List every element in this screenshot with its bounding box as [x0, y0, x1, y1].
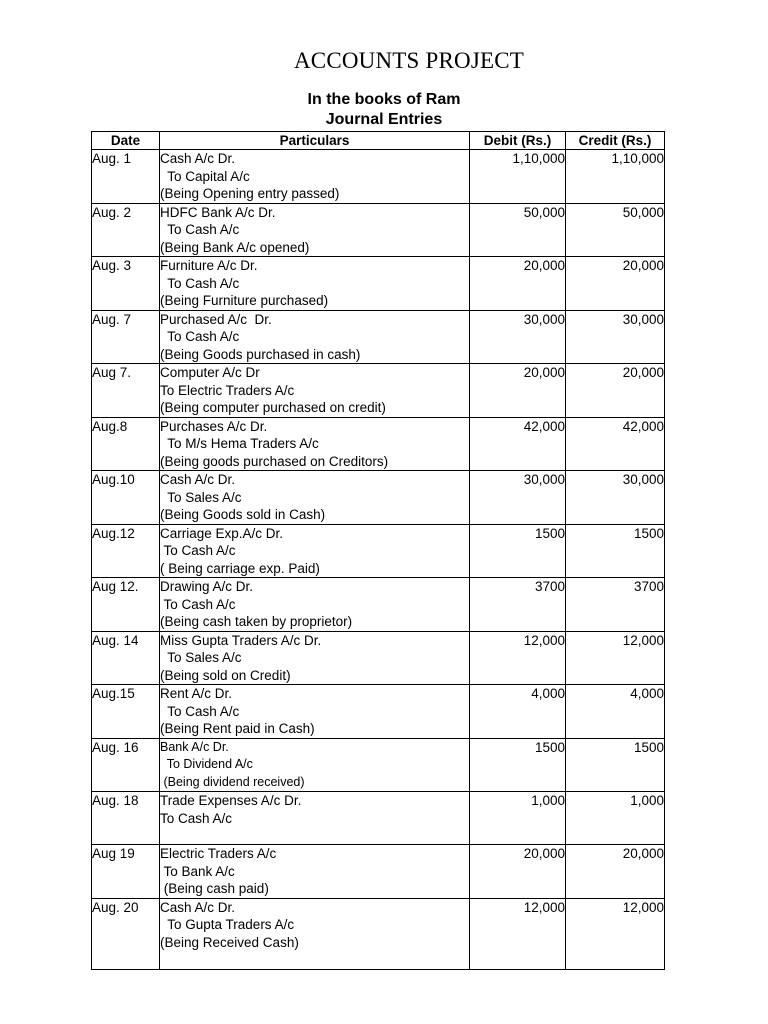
entry-credit: 1,10,000	[566, 150, 665, 204]
entry-date: Aug 19	[92, 845, 160, 899]
table-row	[92, 417, 665, 471]
entry-debit: 1,10,000	[470, 150, 566, 204]
particulars-line: ( Being carriage exp. Paid)	[160, 560, 320, 576]
entry-date: Aug.8	[92, 417, 160, 471]
particulars-line: Furniture A/c Dr.	[160, 258, 258, 273]
column-header-particulars: Particulars	[160, 132, 470, 150]
particulars-line: (Being cash paid)	[160, 881, 269, 896]
entry-credit: 1,000	[566, 792, 665, 845]
particulars-line: To Bank A/c	[160, 863, 235, 879]
entry-particulars	[160, 792, 470, 845]
table-header-row	[92, 132, 665, 150]
particulars-line: To Capital A/c	[160, 168, 250, 184]
particulars-line: Trade Expenses A/c Dr.	[160, 793, 302, 808]
entry-date: Aug 7.	[92, 364, 160, 418]
page-title: ACCOUNTS PROJECT	[293, 48, 525, 73]
entry-particulars	[160, 417, 470, 471]
particulars-line: (Being dividend received)	[160, 774, 305, 789]
particulars-line: (Being Bank A/c opened)	[160, 239, 310, 255]
entry-credit: 12,000	[566, 898, 665, 969]
particulars-line: Purchased A/c Dr.	[160, 311, 272, 327]
particulars-line: To Cash A/c	[160, 275, 240, 291]
entry-date: Aug.10	[92, 471, 160, 525]
table-row	[92, 792, 665, 845]
particulars-line: Miss Gupta Traders A/c Dr.	[160, 632, 322, 648]
particulars-line: Drawing A/c Dr.	[160, 579, 254, 594]
table-row	[92, 471, 665, 525]
particulars-line: (Being cash taken by proprietor)	[160, 614, 353, 629]
entry-debit: 4,000	[470, 685, 566, 739]
table-row	[92, 203, 665, 257]
entry-particulars	[160, 845, 470, 899]
entry-credit: 30,000	[566, 310, 665, 364]
entry-credit: 50,000	[566, 203, 665, 257]
entry-particulars	[160, 685, 470, 739]
entry-date: Aug. 7	[92, 310, 160, 364]
table-row	[92, 685, 665, 739]
particulars-line: Cash A/c Dr.	[160, 899, 236, 915]
entry-date: Aug. 16	[92, 738, 160, 792]
particulars-line: Rent A/c Dr.	[160, 686, 233, 701]
entry-credit: 20,000	[566, 364, 665, 418]
table-row	[92, 631, 665, 685]
entry-date: Aug. 1	[92, 150, 160, 204]
entry-date: Aug.12	[92, 524, 160, 578]
journal-heading: Journal Entries	[325, 111, 443, 128]
entry-particulars	[160, 203, 470, 257]
journal-table	[91, 131, 665, 970]
entry-debit: 1500	[470, 738, 566, 792]
entry-credit: 42,000	[566, 417, 665, 471]
entry-date: Aug. 14	[92, 631, 160, 685]
particulars-line: To Sales A/c	[160, 489, 242, 505]
table-row	[92, 257, 665, 311]
particulars-line: (Being computer purchased on credit)	[160, 400, 386, 415]
particulars-line: To Sales A/c	[160, 650, 242, 665]
entry-credit: 1500	[566, 738, 665, 792]
table-row	[92, 364, 665, 418]
particulars-line: To M/s Hema Traders A/c	[160, 436, 319, 451]
table-row	[92, 524, 665, 578]
table-row	[92, 310, 665, 364]
entry-particulars	[160, 310, 470, 364]
particulars-line: (Being Received Cash)	[160, 934, 299, 950]
books-heading: In the books of Ram	[307, 91, 461, 108]
particulars-line: Carriage Exp.A/c Dr.	[160, 525, 284, 541]
entry-particulars	[160, 631, 470, 685]
entry-credit: 1500	[566, 524, 665, 578]
particulars-line: Electric Traders A/c	[160, 846, 277, 861]
entry-particulars	[160, 738, 470, 792]
entry-debit: 12,000	[470, 631, 566, 685]
entry-particulars	[160, 257, 470, 311]
table-row	[92, 738, 665, 792]
table-row	[92, 898, 665, 969]
particulars-line: (Being Goods purchased in cash)	[160, 346, 361, 362]
entry-debit: 3700	[470, 578, 566, 632]
entry-date: Aug 12.	[92, 578, 160, 632]
entry-particulars	[160, 578, 470, 632]
particulars-line: Cash A/c Dr.	[160, 151, 236, 166]
entry-debit: 12,000	[470, 898, 566, 969]
particulars-line: To Cash A/c	[160, 222, 240, 237]
particulars-line: (Being Furniture purchased)	[160, 293, 329, 308]
particulars-line: To Dividend A/c	[160, 757, 253, 771]
entry-particulars	[160, 150, 470, 204]
entry-debit: 1500	[470, 524, 566, 578]
particulars-line: (Being sold on Credit)	[160, 667, 291, 683]
entry-debit: 50,000	[470, 203, 566, 257]
column-header-credit: Credit (Rs.)	[566, 132, 665, 150]
particulars-line: Computer A/c Dr	[160, 365, 260, 380]
entry-debit: 20,000	[470, 257, 566, 311]
particulars-line: To Electric Traders A/c	[160, 382, 295, 398]
particulars-line: Cash A/c Dr.	[160, 472, 236, 487]
entry-date: Aug. 2	[92, 203, 160, 257]
entry-particulars	[160, 364, 470, 418]
entry-credit: 3700	[566, 578, 665, 632]
entry-credit: 12,000	[566, 631, 665, 685]
particulars-line: To Cash A/c	[160, 329, 240, 344]
particulars-line: (Being Rent paid in Cash)	[160, 721, 315, 736]
entry-credit: 30,000	[566, 471, 665, 525]
table-row	[92, 578, 665, 632]
particulars-line: Bank A/c Dr.	[160, 739, 229, 754]
entry-debit: 30,000	[470, 471, 566, 525]
column-header-date: Date	[92, 132, 160, 150]
particulars-line: To Cash A/c	[160, 810, 233, 826]
entry-debit: 42,000	[470, 417, 566, 471]
entry-date: Aug. 18	[92, 792, 160, 845]
particulars-line: To Cash A/c	[160, 703, 240, 719]
entry-date: Aug. 20	[92, 898, 160, 969]
entry-particulars	[160, 898, 470, 969]
entry-credit: 20,000	[566, 845, 665, 899]
particulars-line: HDFC Bank A/c Dr.	[160, 204, 276, 220]
entry-date: Aug.15	[92, 685, 160, 739]
table-row	[92, 845, 665, 899]
entry-debit: 20,000	[470, 845, 566, 899]
particulars-line: (Being Goods sold in Cash)	[160, 507, 326, 522]
entry-debit: 1,000	[470, 792, 566, 845]
entry-credit: 4,000	[566, 685, 665, 739]
entry-particulars	[160, 471, 470, 525]
particulars-line: (Being Opening entry passed)	[160, 186, 340, 201]
entry-credit: 20,000	[566, 257, 665, 311]
column-header-debit: Debit (Rs.)	[470, 132, 566, 150]
entry-date: Aug. 3	[92, 257, 160, 311]
entry-debit: 20,000	[470, 364, 566, 418]
journal-body	[92, 150, 665, 970]
particulars-line: (Being goods purchased on Creditors)	[160, 453, 389, 469]
table-row	[92, 150, 665, 204]
particulars-line: To Gupta Traders A/c	[160, 917, 295, 932]
entry-debit: 30,000	[470, 310, 566, 364]
particulars-line: Purchases A/c Dr.	[160, 418, 268, 434]
particulars-line: To Cash A/c	[160, 596, 236, 612]
entry-particulars	[160, 524, 470, 578]
particulars-line: To Cash A/c	[160, 543, 236, 558]
